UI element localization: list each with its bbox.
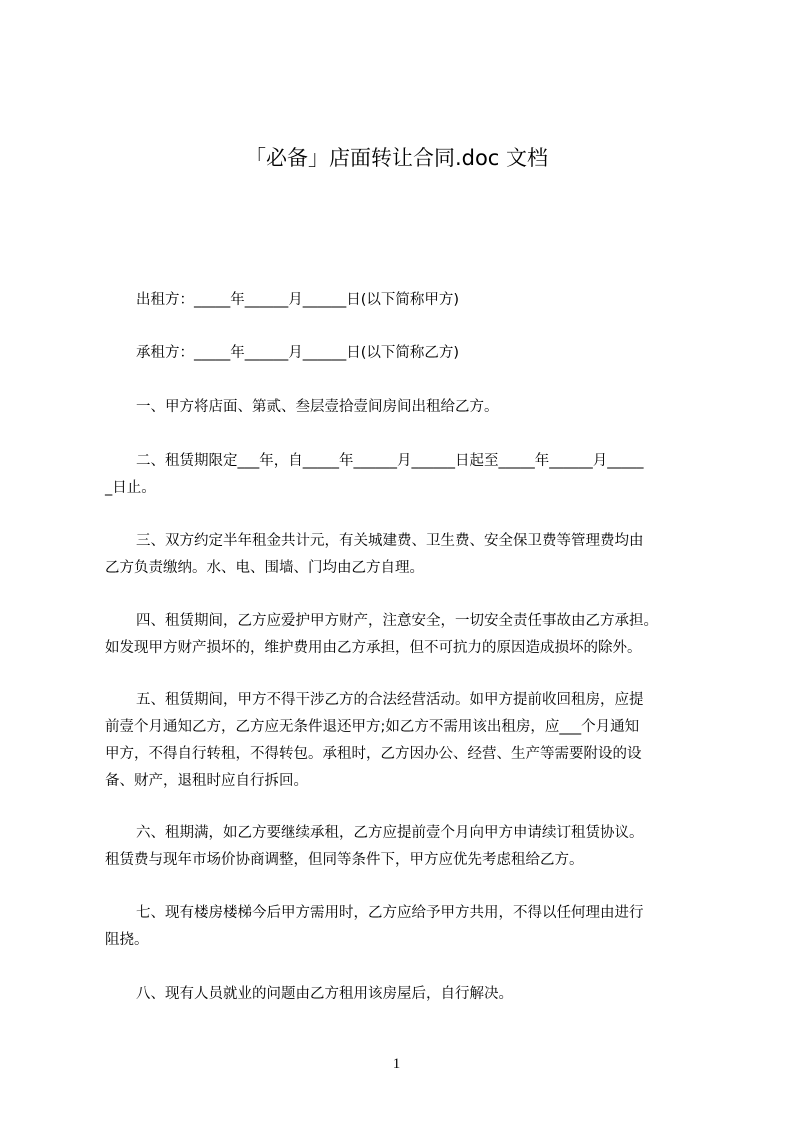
paragraph [105, 340, 705, 367]
paragraph [105, 394, 705, 421]
paragraph [105, 981, 705, 1008]
paragraph-line: 一、甲方将店面、第贰、叁层壹拾壹间房间出租给乙方。 [136, 399, 499, 415]
paragraph-line: 如发现甲方财产损坏的，维护费用由乙方承担，但不可抗力的原因造成损坏的除外。 [105, 640, 642, 656]
paragraph [105, 448, 705, 502]
paragraph-line: 四、租赁期间，乙方应爱护甲方财产，注意安全，一切安全责任事故由乙方承担。 [136, 613, 658, 629]
paragraph [105, 287, 705, 314]
paragraph-line: 甲方，不得自行转租，不得转包。承租时，乙方因办公、经营、生产等需要附设的设 [105, 746, 642, 762]
paragraph-line: 租赁费与现年市场价协商调整，但同等条件下，甲方应优先考虑租给乙方。 [105, 852, 584, 868]
paragraph-line: 乙方负责缴纳。水、电、围墙、门均由乙方自理。 [105, 560, 424, 576]
paragraph [105, 528, 705, 582]
page-number: 1 [392, 1056, 401, 1072]
paragraph-line: 二、租赁期限定___年，自_____年______月______日起至_____年______月_____ [136, 453, 644, 469]
paragraph [105, 687, 705, 795]
document-title: 「必备」店面转让合同.doc 文档 [244, 146, 549, 170]
paragraph-line: 五、租赁期间，甲方不得干涉乙方的合法经营活动。如甲方提前收回租房，应提 [136, 692, 644, 708]
paragraph-line: 六、租期满，如乙方要继续承租，乙方应提前壹个月向甲方申请续订租赁协议。 [136, 825, 644, 841]
paragraph-line: 三、双方约定半年租金共计元，有关城建费、卫生费、安全保卫费等管理费均由 [136, 533, 644, 549]
paragraph-line: 出租方：_____年______月______日(以下简称甲方) [136, 292, 460, 308]
paragraph-line: 七、现有楼房楼梯今后甲方需用时，乙方应给予甲方共用，不得以任何理由进行 [136, 905, 644, 921]
paragraph-line: 承租方：_____年______月______日(以下简称乙方) [136, 345, 460, 361]
paragraph [105, 608, 705, 662]
paragraph-line: 备、财产，退租时应自行拆回。 [105, 773, 308, 789]
paragraph-line: 八、现有人员就业的问题由乙方租用该房屋后，自行解决。 [136, 986, 513, 1002]
paragraph-line: 前壹个月通知乙方，乙方应无条件退还甲方;如乙方不需用该出租房，应___个月通知 [105, 719, 640, 735]
paragraph [105, 820, 705, 874]
paragraph-line: _日止。 [105, 480, 156, 496]
paragraph-line: 阻挠。 [105, 932, 149, 948]
paragraph [105, 900, 705, 954]
